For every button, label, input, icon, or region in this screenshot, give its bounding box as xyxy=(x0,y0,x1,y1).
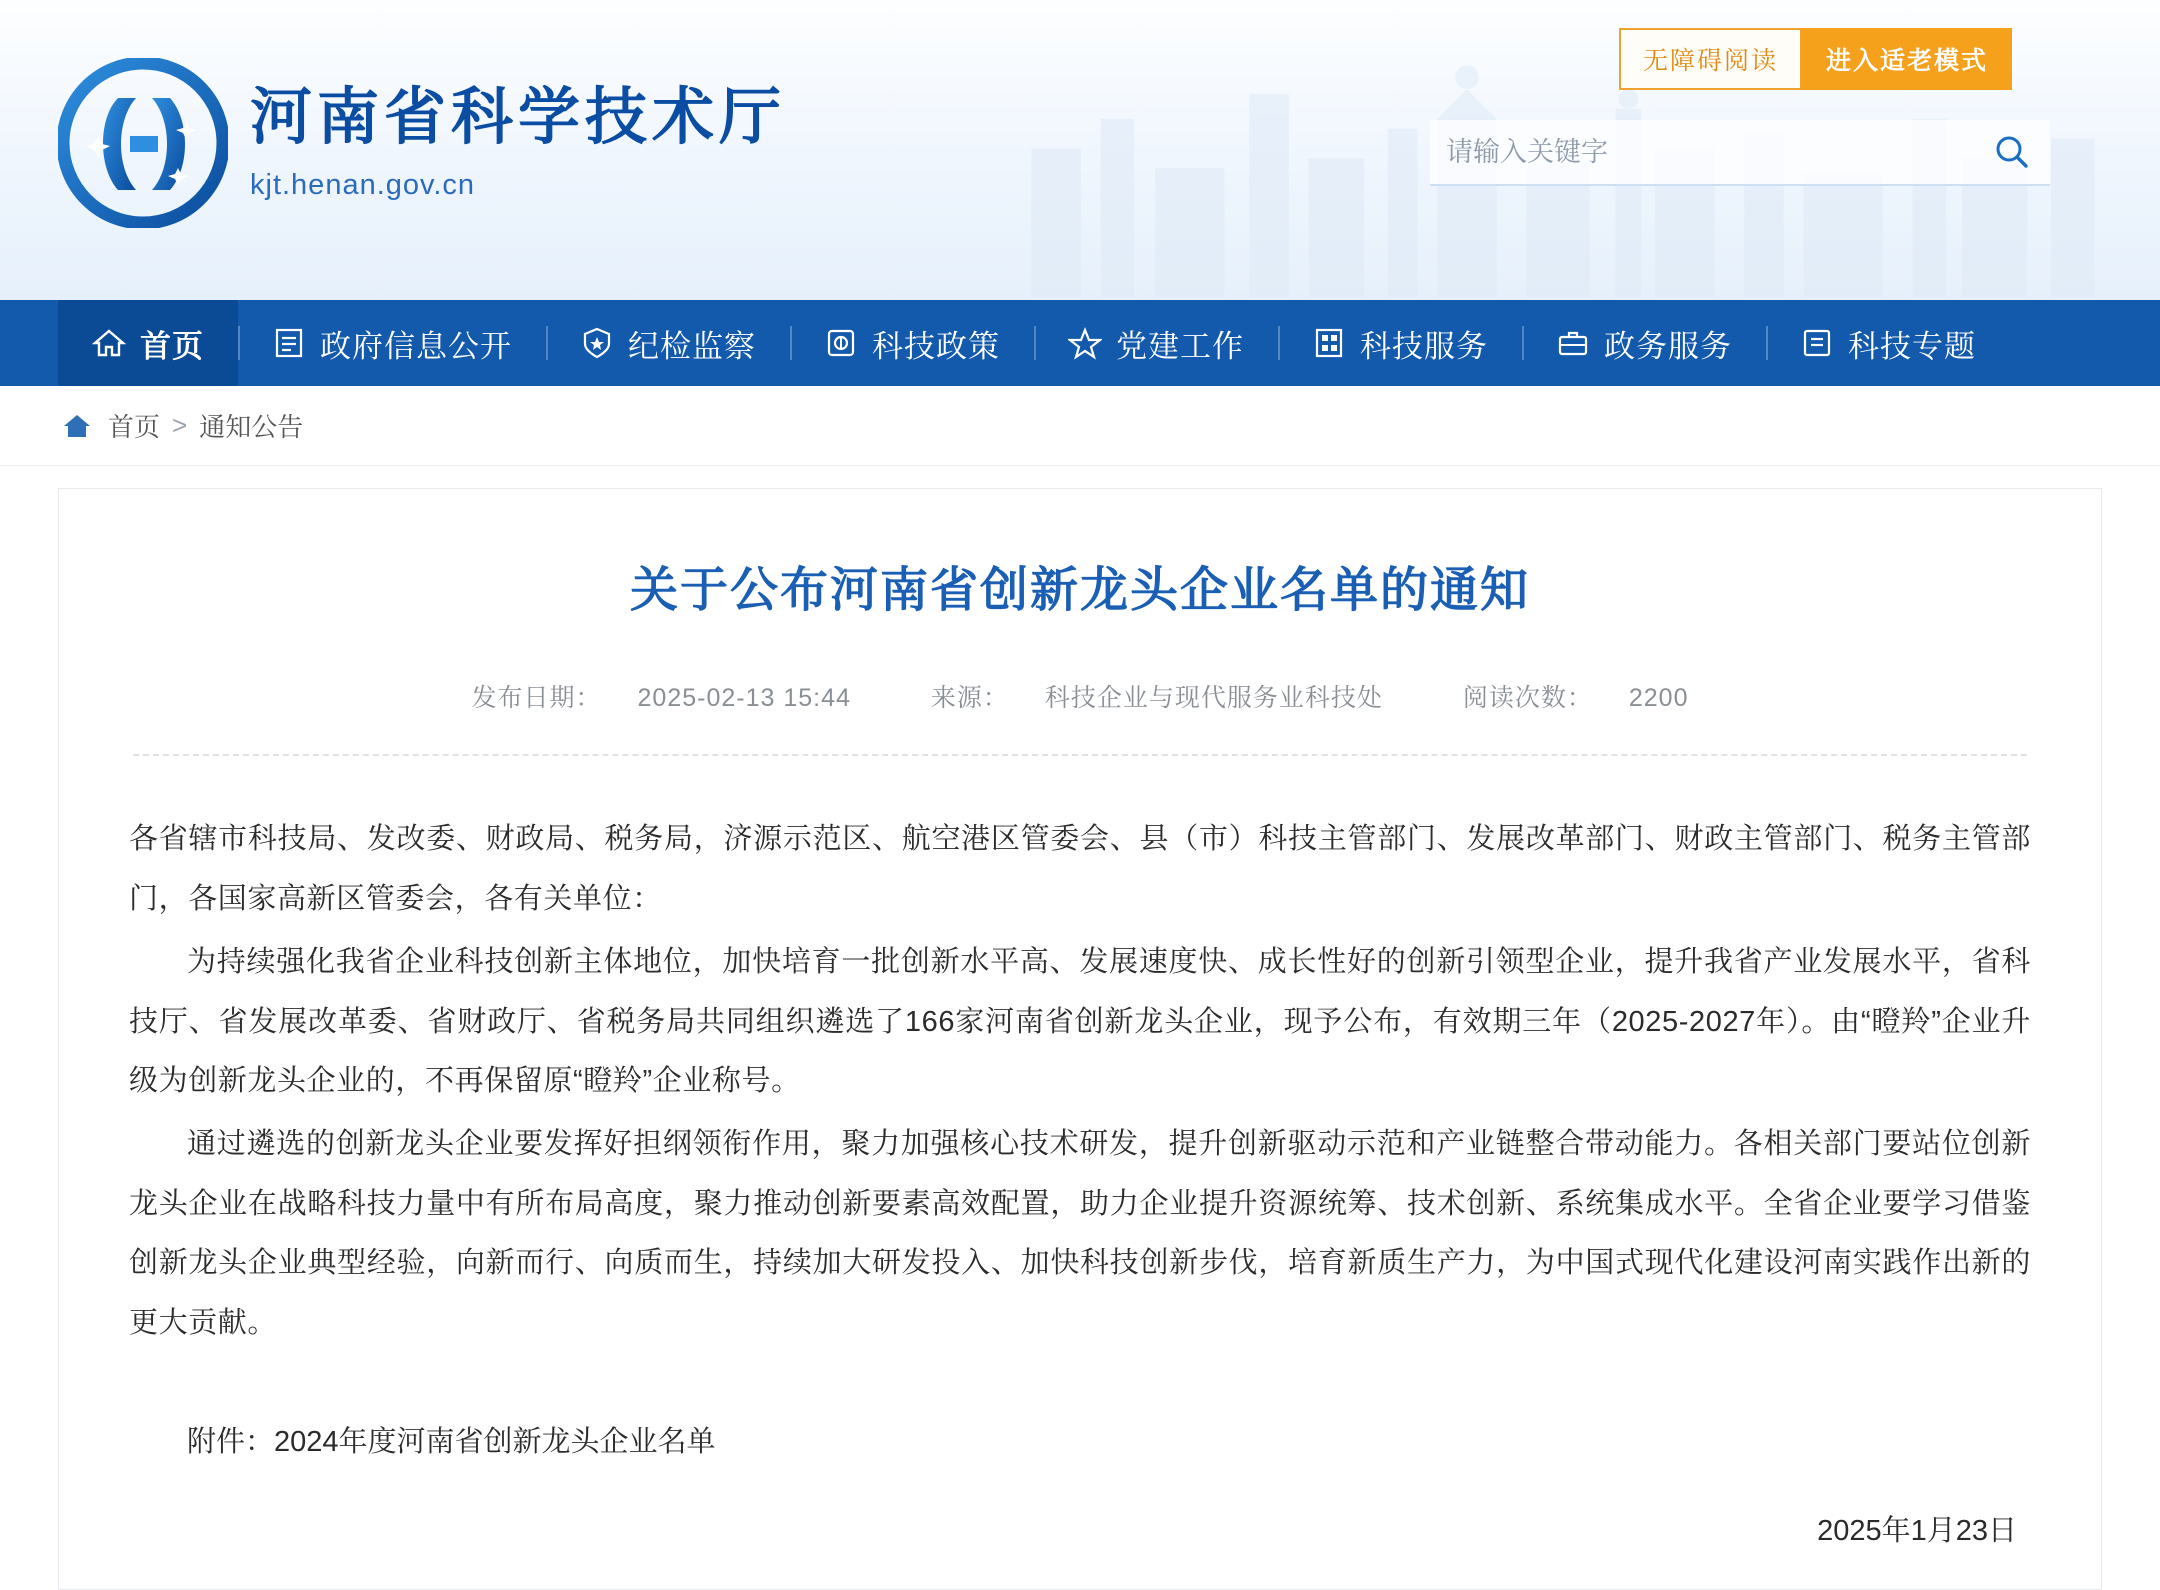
service-icon xyxy=(1312,326,1346,360)
nav-item-tech-service[interactable] xyxy=(1278,300,1522,386)
nav-item-party-building[interactable] xyxy=(1034,300,1278,386)
nav-item-tech-topics[interactable] xyxy=(1766,300,2010,386)
nav-item-government-service[interactable] xyxy=(1522,300,1766,386)
briefcase-icon xyxy=(1556,326,1590,360)
site-logo[interactable] xyxy=(58,58,786,228)
site-url: kjt.henan.gov.cn xyxy=(250,168,476,201)
page-title: 关于公布河南省创新龙头企业名单的通知 xyxy=(629,564,1530,617)
sign-date: 2025年1月23日 xyxy=(1817,1515,2017,1548)
publish-date-value: 2025-02-13 15:44 xyxy=(637,684,851,713)
breadcrumb-separator: > xyxy=(172,410,188,440)
accessibility-reading-button[interactable]: 无障碍阅读 xyxy=(1619,28,1802,90)
logo-mark-icon xyxy=(58,58,228,228)
nav-label: 政务服务 xyxy=(1604,328,1732,364)
breadcrumb-item-home[interactable]: 首页 xyxy=(108,412,161,442)
site-header xyxy=(0,0,2160,300)
search-box xyxy=(1430,120,2050,186)
view-count xyxy=(1445,684,1707,712)
article-paragraph: 通过遴选的创新龙头企业要发挥好担纲领衔作用，聚力加强核心技术研发，提升创新驱动示范和产业链整合带动能力。各相关部门要站位创新龙头企业在战略科技力量中有所布局高度，聚力推动创新要素高效配置，助力企业提升资源统筹、技术创新、系统集成水平。全省企业要学习借鉴创新龙头企业典型经验，向新而行、向质而生，持续加大研发投入、加快科技创新步伐，培育新质生产力，为中国式现代化建设河南实践作出新的更大贡献。 xyxy=(129,1128,2031,1339)
search-button[interactable] xyxy=(1974,120,2050,184)
nav-item-home[interactable] xyxy=(58,300,238,386)
nav-label: 科技政策 xyxy=(872,328,1000,364)
nav-label: 科技专题 xyxy=(1848,328,1976,364)
shield-icon xyxy=(580,326,614,360)
article-meta xyxy=(129,678,2031,714)
publish-date xyxy=(454,684,877,712)
nav-label: 党建工作 xyxy=(1116,328,1244,364)
nav-item-government-info[interactable] xyxy=(238,300,546,386)
attachment-line[interactable]: 附件：2024年度河南省创新龙头企业名单 xyxy=(187,1426,716,1459)
nav-item-discipline-inspection[interactable] xyxy=(546,300,790,386)
article-body xyxy=(129,810,2031,1353)
nav-label: 纪检监察 xyxy=(628,328,756,364)
article-paragraph: 各省辖市科技局、发改委、财政局、税务局，济源示范区、航空港区管委会、县（市）科技主管部门、发展改革部门、财政主管部门、税务主管部门，各国家高新区管委会，各有关单位： xyxy=(129,823,2031,915)
article-source xyxy=(913,684,1409,712)
star-icon xyxy=(1068,326,1102,360)
publish-date-label: 发布日期： xyxy=(471,684,602,713)
accessibility-buttons xyxy=(1619,28,2012,90)
main-navigation xyxy=(0,300,2160,386)
home-icon xyxy=(62,411,92,441)
search-icon xyxy=(1992,132,2032,172)
list-icon xyxy=(1800,326,1834,360)
home-icon xyxy=(92,326,126,360)
nav-item-tech-policy[interactable] xyxy=(790,300,1034,386)
document-icon xyxy=(272,326,306,360)
nav-label: 政府信息公开 xyxy=(320,328,512,364)
views-value: 2200 xyxy=(1628,684,1689,713)
source-label: 来源： xyxy=(930,684,1009,713)
nav-label: 科技服务 xyxy=(1360,328,1488,364)
breadcrumb xyxy=(0,386,2160,466)
policy-icon xyxy=(824,326,858,360)
search-input[interactable] xyxy=(1430,136,1974,169)
views-label: 阅读次数： xyxy=(1462,684,1593,713)
elder-mode-button[interactable]: 进入适老模式 xyxy=(1802,28,2012,90)
nav-label: 首页 xyxy=(140,328,204,364)
source-value: 科技企业与现代服务业科技处 xyxy=(1044,684,1383,713)
article-paragraph: 为持续强化我省企业科技创新主体地位，加快培育一批创新水平高、发展速度快、成长性好的创新引领型企业，提升我省产业发展水平，省科技厅、省发展改革委、省财政厅、省税务局共同组织遴选了166家河南省创新龙头企业，现予公布，有效期三年（2025-2027年）。由“瞪羚”企业升级为创新龙头企业的，不再保留原“瞪羚”企业称号。 xyxy=(129,946,2031,1097)
meta-divider xyxy=(133,754,2027,756)
site-title: 河南省科学技术厅 xyxy=(250,83,787,153)
breadcrumb-item-notice[interactable]: 通知公告 xyxy=(199,412,304,442)
article-card xyxy=(58,488,2102,1590)
